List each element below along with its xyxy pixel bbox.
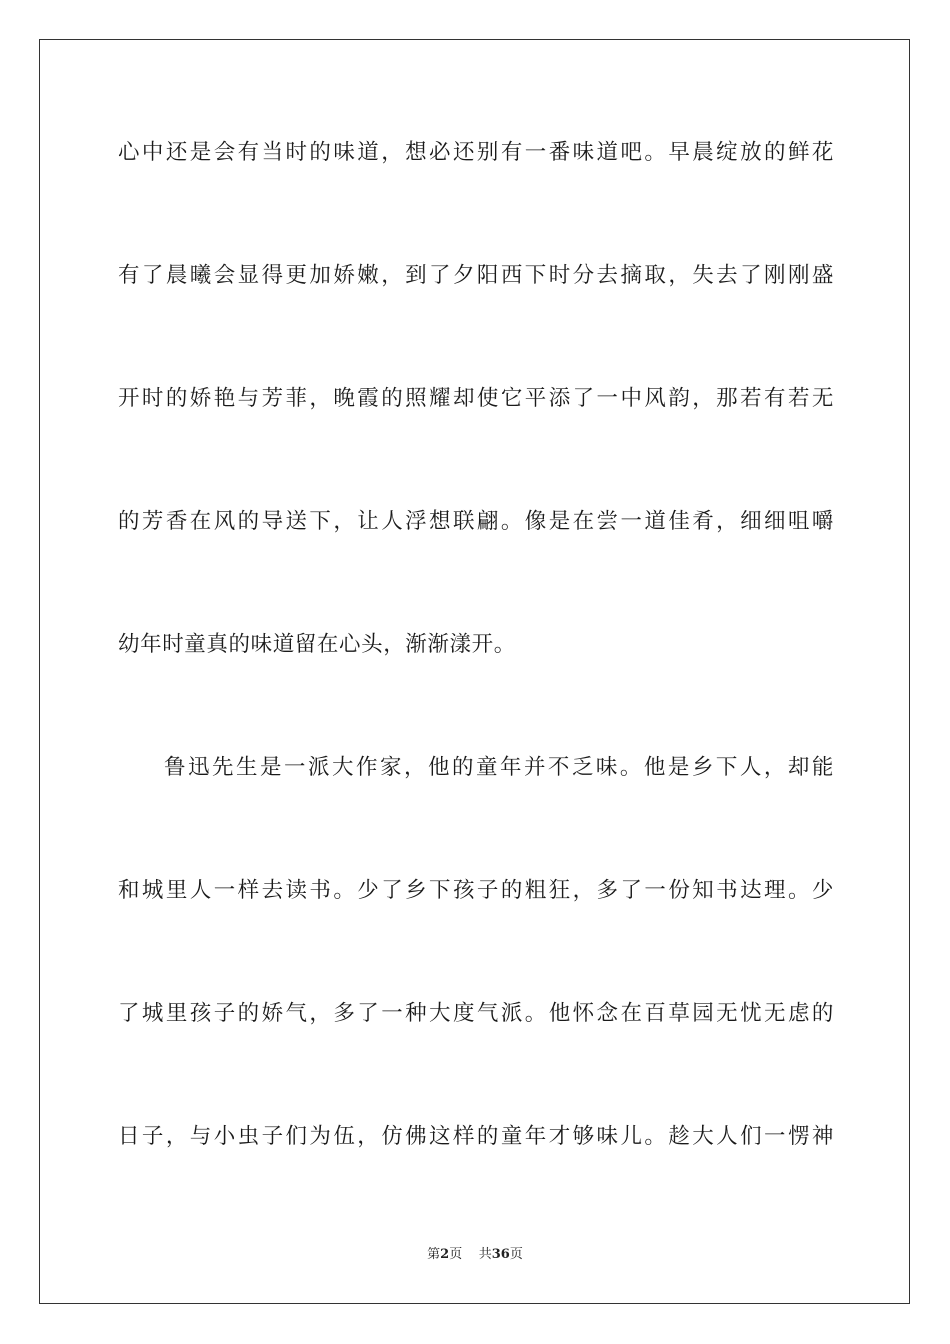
text-line-3: 开时的娇艳与芳菲，晚霞的照耀却使它平添了一中风韵，那若有若无 <box>118 386 834 411</box>
page-prefix: 第 <box>427 1247 441 1262</box>
text-line-9: 日子，与小虫子们为伍，仿佛这样的童年才够味儿。趁大人们一愣神 <box>118 1124 834 1149</box>
total-prefix: 共 <box>478 1247 492 1262</box>
total-suffix: 页 <box>509 1247 523 1262</box>
text-line-8: 了城里孩子的娇气，多了一种大度气派。他怀念在百草园无忧无虑的 <box>118 1001 834 1026</box>
page-footer <box>0 1246 950 1264</box>
text-line-1: 心中还是会有当时的味道，想必还别有一番味道吧。早晨绽放的鲜花 <box>118 140 834 165</box>
page-suffix: 页 <box>449 1247 463 1262</box>
total-pages: 36 <box>491 1247 510 1262</box>
text-line-7: 和城里人一样去读书。少了乡下孩子的粗狂，多了一份知书达理。少 <box>118 878 834 903</box>
page-frame <box>39 39 910 1304</box>
text-line-6: 鲁迅先生是一派大作家，他的童年并不乏味。他是乡下人，却能 <box>164 755 834 780</box>
text-line-2: 有了晨曦会显得更加娇嫩，到了夕阳西下时分去摘取，失去了刚刚盛 <box>118 263 834 288</box>
page-number: 2 <box>440 1247 450 1262</box>
text-line-4: 的芳香在风的导送下，让人浮想联翩。像是在尝一道佳肴，细细咀嚼 <box>118 509 834 534</box>
text-line-5: 幼年时童真的味道留在心头，渐渐漾开。 <box>118 632 516 657</box>
